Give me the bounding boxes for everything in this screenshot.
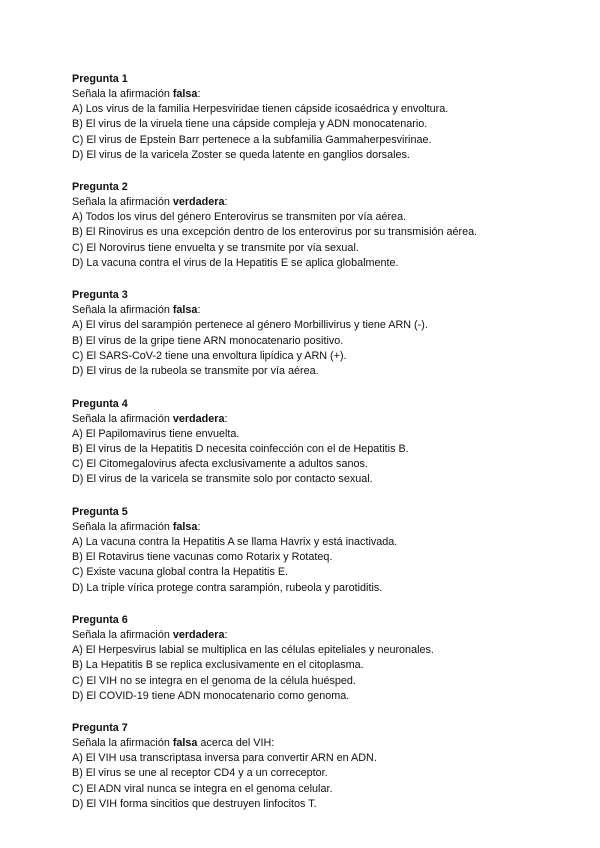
question-7 <box>72 721 542 812</box>
prompt-emphasis: falsa <box>172 520 198 533</box>
prompt-suffix: acerca del VIH: <box>197 737 275 750</box>
prompt-emphasis: verdadera <box>172 196 225 209</box>
option-b: B) La Hepatitis B se replica exclusivamente en el citoplasma. <box>72 659 364 672</box>
question-title: Pregunta 1 <box>72 73 128 85</box>
prompt-text: Señala la afirmación <box>72 628 173 641</box>
question-prompt <box>72 736 542 751</box>
question-title: Pregunta 6 <box>72 613 128 626</box>
option-b: B) El virus de la gripe tiene ARN monocatenario positivo. <box>72 334 344 347</box>
option-d: D) El VIH forma sincitios que destruyen linfocitos T. <box>72 798 317 811</box>
question-prompt <box>72 520 542 535</box>
option-c: C) El ADN viral nunca se integra en el genoma celular. <box>72 782 333 795</box>
option-a: A) Los virus de la familia Herpesviridae tienen cápside icosaédrica y envoltura. <box>72 103 449 115</box>
prompt-emphasis: falsa <box>172 737 198 750</box>
option-d: D) El COVID-19 tiene ADN monocatenario como genoma. <box>72 689 350 702</box>
option-c: C) El virus de Epstein Barr pertenece a la subfamilia Gammaherpesvirinae. <box>72 133 432 146</box>
option-a: A) El VIH usa transcriptasa inversa para convertir ARN en ADN. <box>72 752 377 765</box>
prompt-suffix: : <box>224 196 228 209</box>
option-c: C) El Citomegalovirus afecta exclusivamente a adultos sanos. <box>72 458 368 471</box>
question-4 <box>72 397 542 488</box>
question-prompt <box>72 87 542 102</box>
option-b: B) El virus se une al receptor CD4 y a un correceptor. <box>72 767 328 780</box>
question-prompt <box>72 195 542 210</box>
question-title: Pregunta 4 <box>72 397 128 410</box>
question-6 <box>72 613 542 704</box>
option-a: A) Todos los virus del género Enterovirus se transmiten por vía aérea. <box>72 211 407 224</box>
option-a: A) El Herpesvirus labial se multiplica en las células epiteliales y neuronales. <box>72 643 434 656</box>
prompt-emphasis: falsa <box>172 304 198 317</box>
prompt-text: Señala la afirmación <box>72 737 173 750</box>
option-c: C) El SARS-CoV-2 tiene una envoltura lipídica y ARN (+). <box>72 349 347 362</box>
prompt-text: Señala la afirmación <box>72 196 173 209</box>
question-title: Pregunta 5 <box>72 505 128 518</box>
question-title: Pregunta 7 <box>72 722 128 735</box>
option-d: D) El virus de la rubeola se transmite por vía aérea. <box>72 365 319 378</box>
prompt-text: Señala la afirmación <box>72 88 173 100</box>
option-d: D) La triple vírica protege contra sarampión, rubeola y parotiditis. <box>72 581 383 594</box>
option-a: A) El virus del sarampión pertenece al género Morbillivirus y tiene ARN (-). <box>72 319 428 332</box>
prompt-emphasis: verdadera <box>172 628 225 641</box>
option-b: B) El virus de la Hepatitis D necesita coinfección con el de Hepatitis B. <box>72 442 409 455</box>
option-c: C) Existe vacuna global contra la Hepatitis E. <box>72 566 289 579</box>
question-prompt <box>72 303 542 318</box>
question-title: Pregunta 3 <box>72 289 128 302</box>
prompt-suffix: : <box>224 412 228 425</box>
prompt-text: Señala la afirmación <box>72 520 173 533</box>
question-3 <box>72 288 542 379</box>
option-a: A) El Papilomavirus tiene envuelta. <box>72 427 240 440</box>
option-b: B) El virus de la viruela tiene una cápside compleja y ADN monocatenario. <box>72 118 428 131</box>
option-d: D) El virus de la varicela Zoster se queda latente en ganglios dorsales. <box>72 148 410 161</box>
question-5 <box>72 505 542 596</box>
prompt-suffix: : <box>197 304 201 317</box>
question-2 <box>72 180 542 271</box>
prompt-emphasis: verdadera <box>172 412 225 425</box>
prompt-suffix: : <box>197 520 201 533</box>
option-a: A) La vacuna contra la Hepatitis A se llama Havrix y está inactivada. <box>72 535 398 548</box>
question-list <box>72 72 542 829</box>
prompt-text: Señala la afirmación <box>72 412 173 425</box>
option-c: C) El Norovirus tiene envuelta y se transmite por vía sexual. <box>72 241 359 254</box>
option-b: B) El Rotavirus tiene vacunas como Rotarix y Rotateq. <box>72 551 333 564</box>
option-b: B) El Rinovirus es una excepción dentro de los enterovirus por su transmisión aérea. <box>72 226 478 239</box>
option-d: D) El virus de la varicela se transmite solo por contacto sexual. <box>72 473 373 486</box>
prompt-suffix: : <box>197 88 201 100</box>
question-title: Pregunta 2 <box>72 181 128 194</box>
option-c: C) El VIH no se integra en el genoma de la célula huésped. <box>72 674 356 687</box>
question-1 <box>72 72 542 163</box>
option-d: D) La vacuna contra el virus de la Hepatitis E se aplica globalmente. <box>72 257 399 270</box>
prompt-emphasis: falsa <box>172 88 198 100</box>
prompt-suffix: : <box>224 628 228 641</box>
prompt-text: Señala la afirmación <box>72 304 173 317</box>
question-prompt <box>72 628 542 643</box>
question-prompt <box>72 412 542 427</box>
